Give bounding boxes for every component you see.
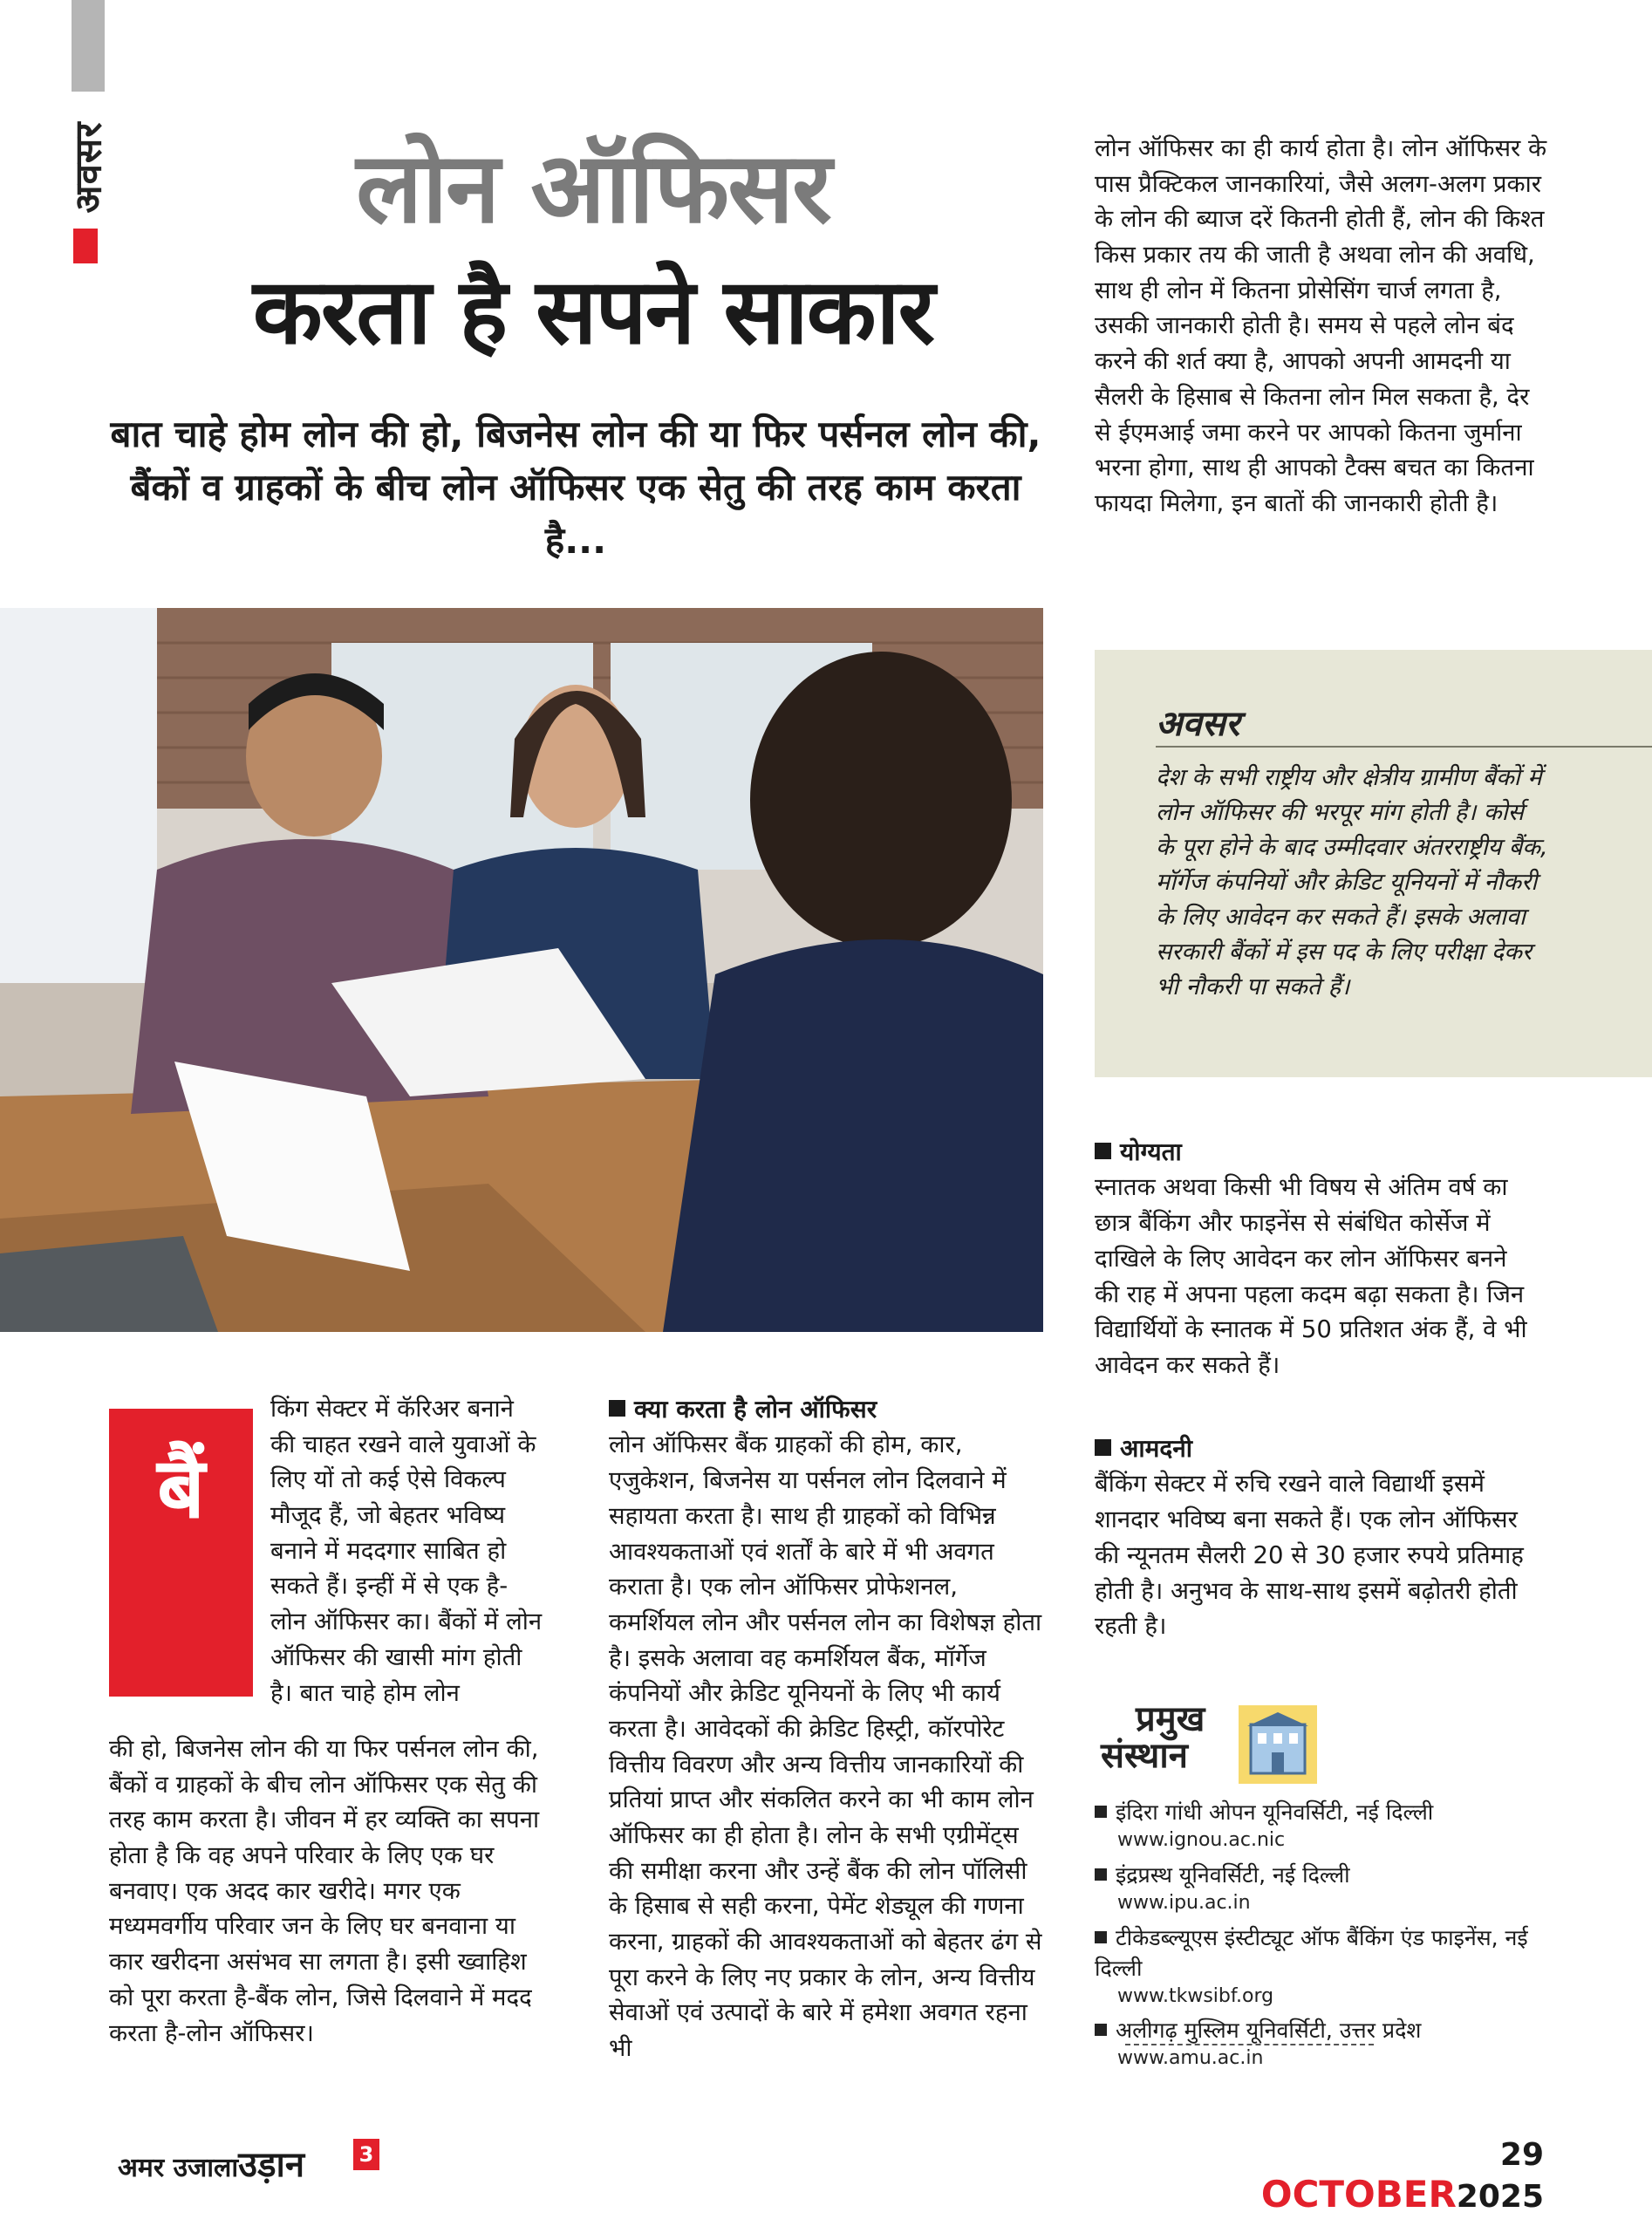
section-tab: अवसर	[66, 121, 110, 214]
institute-item: टीकेडब्ल्यूएस इंस्टीट्यूट ऑफ बैंकिंग एंड फाइनेंस, नई दिल्ली www.tkwsibf.org	[1095, 1922, 1548, 2011]
what-loan-officer-does-heading: क्या करता है लोन ऑफिसर	[609, 1391, 1045, 1427]
opportunity-rule	[1156, 746, 1652, 748]
bullet-square-icon	[1095, 2024, 1107, 2036]
institute-url[interactable]: www.amu.ac.in	[1117, 2047, 1264, 2070]
section-tab-marker	[73, 229, 98, 263]
column-two	[609, 1391, 1045, 2066]
issue-date: 29 OCTOBER2025	[1260, 2137, 1544, 2216]
page-number: 3	[353, 2139, 379, 2170]
what-loan-officer-does-text: लोन ऑफिसर बैंक ग्राहकों की होम, कार, एजुकेशन, बिजनेस या पर्सनल लोन दिलवाने में सहायता करता है। साथ ही ग्राहकों को विभिन्न आवश्यकताओं एवं शर्तों के बारे में भी अवगत कराता है। एक लोन ऑफिसर प्रोफेशनल, कमर्शियल लोन और पर्सनल लोन का विशेषज्ञ होता है। इसके अलावा वह कमर्शियल बैंक, मॉर्गेज कंपनियों और क्रेडिट यूनियनों के लिए भी कार्य करता है। आवेदकों की क्रेडिट हिस्ट्री, कॉरपोरेट वित्तीय विवरण और अन्य वित्तीय जानकारियों की प्रतियां प्राप्त और संकलित करने का भी काम लोन ऑफिसर का ही होता है। लोन के सभी एग्रीमेंट्स की समीक्षा करना और उन्हें बैंक की लोन पॉलिसी के हिसाब से सही करना, पेमेंट शेड्यूल की गणना करना, ग्राहकों की आवश्यकताओं को बेहतर ढंग से पूरा करने के लिए नए प्रकार के लोन, अन्य वित्तीय सेवाओं एवं उत्पादों के बारे में हमेशा अवगत रहना भी	[609, 1431, 1042, 2063]
institutes-heading-line-2: संस्थान	[1101, 1736, 1188, 1776]
institutes-heading	[1101, 1701, 1205, 1774]
eligibility-section	[1095, 1134, 1531, 1383]
article-photo	[0, 608, 1043, 1332]
headline-line-1: लोन ऑफिसर	[356, 132, 830, 245]
bullet-square-icon	[1095, 1143, 1111, 1159]
section-tab-bar	[72, 0, 105, 92]
income-heading: आमदनी	[1095, 1431, 1531, 1466]
income-section	[1095, 1431, 1531, 1644]
deck-text: बात चाहे होम लोन की हो, बिजनेस लोन की या फिर पर्सनल लोन की, बैंकों व ग्राहकों के बीच लोन ऑफिसर एक सेतु की तरह काम करता है...	[110, 413, 1041, 562]
institute-item: इंद्रप्रस्थ यूनिवर्सिटी, नई दिल्ली www.ipu.ac.in	[1095, 1860, 1548, 1917]
opportunity-title: अवसर	[1156, 703, 1240, 744]
eligibility-text: स्नातक अथवा किसी भी विषय से अंतिम वर्ष का छात्र बैंकिंग और फाइनेंस से संबंधित कोर्सेज में दाखिले के लिए आवेदन कर लोन ऑफिसर बनने की राह में अपना पहला कदम बढ़ा सकता है। जिन विद्यार्थियों के स्नातक में 50 प्रतिशत अंक हैं, वे भी आवेदन कर सकते हैं।	[1095, 1173, 1527, 1379]
footer-brand: अमर उजालाउड़ान	[118, 2145, 305, 2185]
institute-item: इंदिरा गांधी ओपन यूनिवर्सिटी, नई दिल्ली www.ignou.ac.nic	[1095, 1797, 1548, 1854]
opportunity-text: देश के सभी राष्ट्रीय और क्षेत्रीय ग्रामीण बैंकों में लोन ऑफिसर की भरपूर मांग होती है। कोर्स के पूरा होने के बाद उम्मीदवार अंतरराष्ट्रीय बैंक, मॉर्गेज कंपनियों और क्रेडिट यूनियनों में नौकरी के लिए आवेदन कर सकते हैं। इसके अलावा सरकारी बैंकों में इस पद के लिए परीक्षा देकर भी नौकरी पा सकते हैं।	[1156, 764, 1548, 1000]
column-three-text: लोन ऑफिसर का ही कार्य होता है। लोन ऑफिसर के पास प्रैक्टिकल जानकारियां, जैसे अलग-अलग प्रकार के लोन की ब्याज दरें कितनी होती हैं, लोन की किश्त किस प्रकार तय की जाती है अथवा लोन की अवधि, साथ ही लोन में कितना प्रोसेसिंग चार्ज लगता है, उसकी जानकारी होती है। समय से पहले लोन बंद करने की शर्त क्या है, आपको अपनी आमदनी या सैलरी के हिसाब से कितना लोन मिल सकता है, देर से ईएमआई जमा करने पर आपको कितना जुर्माना भरना होगा, साथ ही आपको टैक्स बचत का कितना फायदा मिलेगा, इन बातों की जानकारी होती है।	[1095, 134, 1547, 517]
intro-paragraph-continued: की हो, बिजनेस लोन की या फिर पर्सनल लोन की, बैंकों व ग्राहकों के बीच लोन ऑफिसर एक सेतु की तरह काम करता है। जीवन में हर व्यक्ति का सपना होता है कि वह अपने परिवार के लिए एक घर बनवाए। एक अदद कार खरीदे। मगर एक मध्यमवर्गीय परिवार जन के लिए घर बनवाना या कार खरीदना असंभव सा लगता है। इसी ख्वाहिश को पूरा करता है-बैंक लोन, जिसे दिलवाने में मदद करता है-लोन ऑफिसर।	[109, 1735, 540, 2047]
bullet-square-icon	[1095, 1439, 1111, 1456]
institute-url[interactable]: www.ipu.ac.in	[1117, 1891, 1251, 1914]
institute-url[interactable]: www.ignou.ac.nic	[1117, 1829, 1286, 1851]
intro-paragraph: किंग सेक्टर में कॅरिअर बनाने की चाहत रखने वाले युवाओं के लिए यों तो कई ऐसे विकल्प मौजूद हैं, जो बेहतर भविष्य बनाने में मददगार साबित हो सकते हैं। इन्हीं में से एक है- लोन ऑफिसर का। बैंकों में लोन ऑफिसर की खासी मांग होती है। बात चाहे होम लोन	[270, 1395, 543, 1707]
bullet-square-icon	[609, 1400, 625, 1417]
institute-url[interactable]: www.tkwsibf.org	[1117, 1984, 1274, 2007]
institutes-heading-line-1: प्रमुख	[1136, 1699, 1205, 1739]
bullet-square-icon	[1095, 1931, 1107, 1943]
institutes-list	[1095, 1797, 1548, 2078]
office-meeting-illustration	[0, 608, 1043, 1332]
headline-line-2: करता है सपने साकार	[252, 258, 934, 365]
institute-item: अलीगढ़ मुस्लिम यूनिवर्सिटी, उत्तर प्रदेश www.amu.ac.in	[1095, 2015, 1548, 2073]
divider	[1125, 2044, 1374, 2045]
building-icon	[1239, 1705, 1317, 1784]
drop-cap: बैं	[109, 1409, 253, 1697]
eligibility-heading: योग्यता	[1095, 1134, 1531, 1170]
bullet-square-icon	[1095, 1806, 1107, 1818]
income-text: बैंकिंग सेक्टर में रुचि रखने वाले विद्यार्थी इसमें शानदार भविष्य बना सकते हैं। एक लोन ऑफिसर की न्यूनतम सैलरी 20 से 30 हजार रुपये प्रतिमाह होती है। अनुभव के साथ-साथ इसमें बढ़ोतरी होती रहती है।	[1095, 1470, 1524, 1641]
bullet-square-icon	[1095, 1868, 1107, 1881]
